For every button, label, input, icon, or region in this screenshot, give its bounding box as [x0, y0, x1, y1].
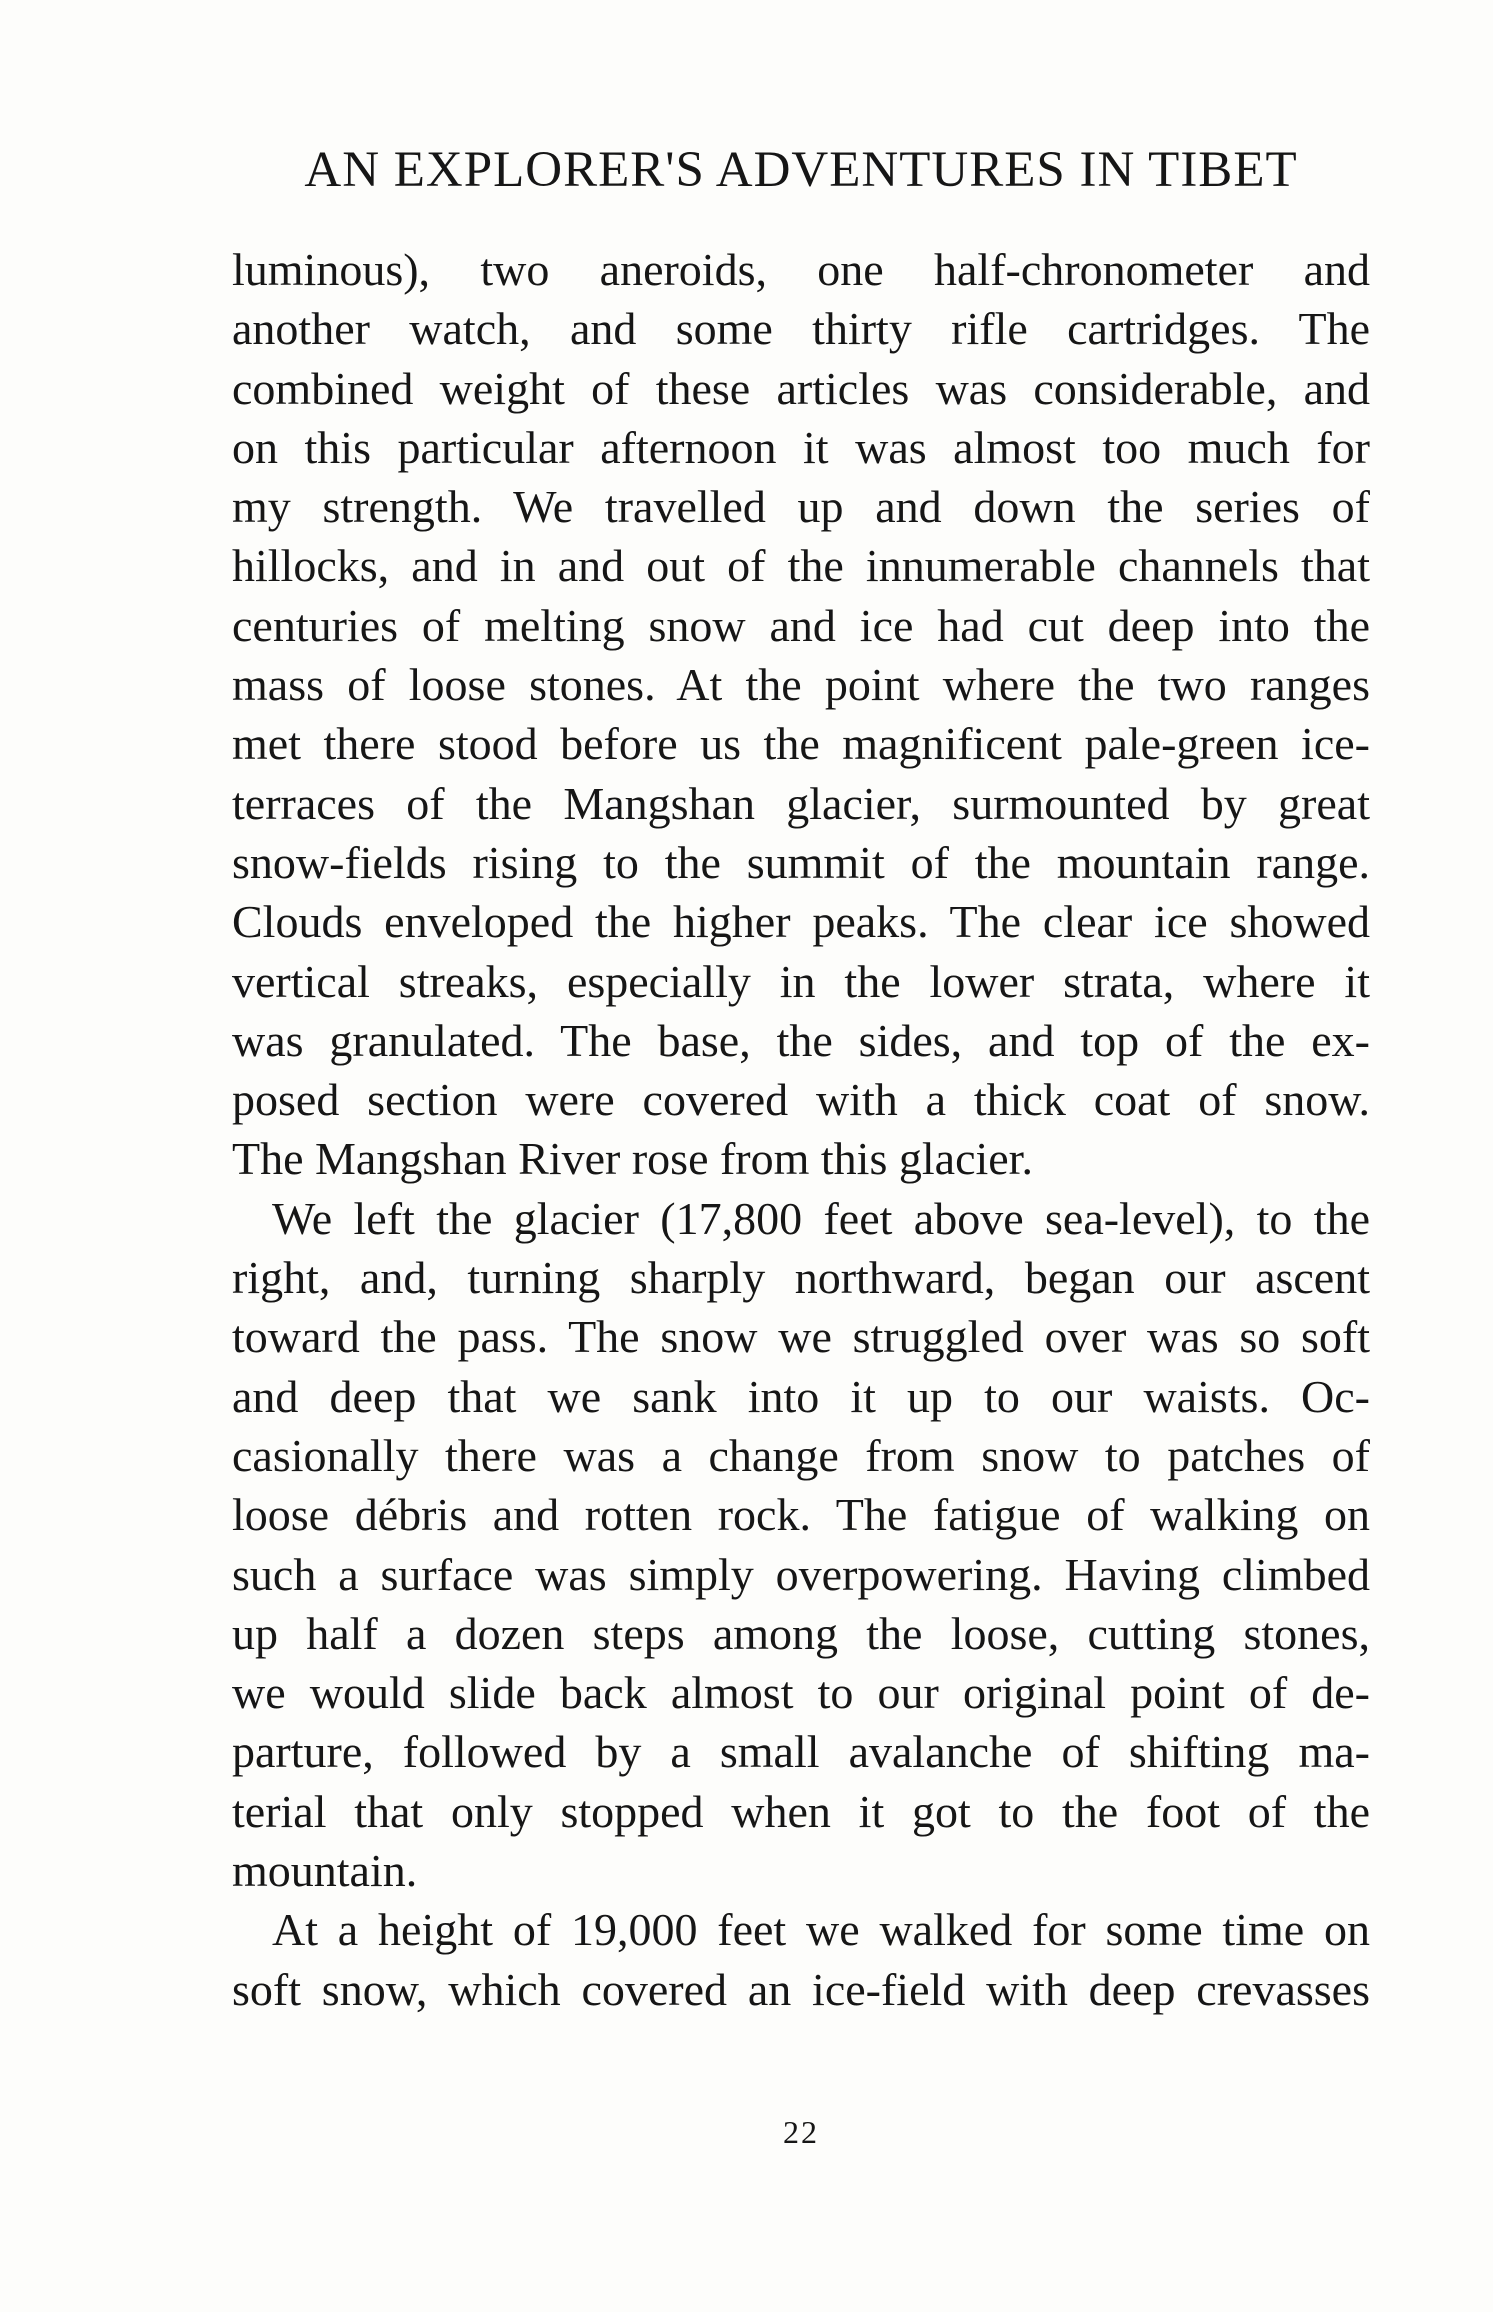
text-line: we would slide back almost to our original point of de-: [232, 1667, 1370, 1719]
text-line: hillocks, and in and out of the innumerable channels that: [232, 540, 1370, 592]
text-line: centuries of melting snow and ice had cut deep into the: [232, 599, 1370, 651]
text-line: another watch, and some thirty rifle cartridges. The: [232, 303, 1370, 355]
text-line: luminous), two aneroids, one half-chronometer and: [232, 244, 1370, 295]
text-line: on this particular afternoon it was almost too much for: [232, 421, 1370, 473]
text-line: loose débris and rotten rock. The fatigue of walking on: [232, 1489, 1370, 1541]
text-line: snow-fields rising to the summit of the mountain range.: [232, 836, 1370, 888]
text-line: up half a dozen steps among the loose, cutting stones,: [232, 1607, 1370, 1659]
text-line: met there stood before us the magnificent pale-green ice-: [232, 718, 1370, 770]
body-text: [232, 240, 1370, 2019]
text-line: terial that only stopped when it got to the foot of the: [232, 1785, 1370, 1837]
paragraph-1: [232, 240, 1370, 1189]
text-line: At a height of 19,000 feet we walked for some time on: [272, 1904, 1370, 1956]
paragraph-3: [232, 1900, 1370, 2019]
text-line: posed section were covered with a thick coat of snow.: [232, 1074, 1370, 1126]
text-line: Clouds enveloped the higher peaks. The clear ice showed: [232, 896, 1370, 948]
running-head: AN EXPLORER'S ADVENTURES IN TIBET: [304, 142, 1298, 198]
paragraph-2: [232, 1189, 1370, 1901]
text-line: terraces of the Mangshan glacier, surmounted by great: [232, 777, 1370, 829]
text-line: such a surface was simply overpowering. Having climbed: [232, 1548, 1370, 1600]
text-line: and deep that we sank into it up to our waists. Oc-: [232, 1370, 1370, 1422]
page-number: 22: [783, 2114, 819, 2150]
text-line: combined weight of these articles was considerable, and: [232, 362, 1370, 414]
text-line: my strength. We travelled up and down the series of: [232, 481, 1370, 533]
text-line: right, and, turning sharply northward, began our ascent: [232, 1252, 1370, 1304]
text-line: toward the pass. The snow we struggled over was so soft: [232, 1311, 1370, 1363]
text-line: The Mangshan River rose from this glacier.: [232, 1133, 1033, 1185]
text-line: soft snow, which covered an ice-field with deep crevasses: [232, 1963, 1370, 2015]
text-line: parture, followed by a small avalanche of shifting ma-: [232, 1726, 1370, 1778]
text-line: mass of loose stones. At the point where the two ranges: [232, 659, 1370, 711]
text-line: casionally there was a change from snow to patches of: [232, 1429, 1370, 1481]
text-line: was granulated. The base, the sides, and top of the ex-: [232, 1014, 1370, 1066]
text-line: vertical streaks, especially in the lower strata, where it: [232, 955, 1370, 1007]
text-line: mountain.: [232, 1845, 418, 1897]
text-line: We left the glacier (17,800 feet above sea-level), to the: [272, 1192, 1370, 1244]
